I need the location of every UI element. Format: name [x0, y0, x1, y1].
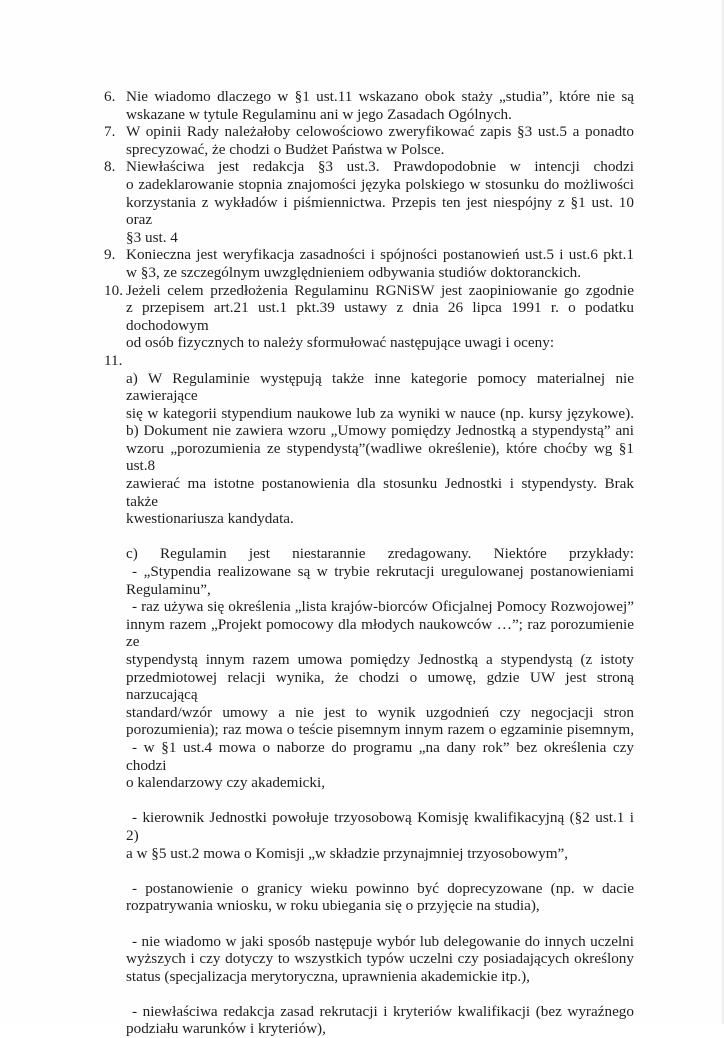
document-body [104, 88, 634, 1038]
list-item-9 [104, 246, 634, 281]
spacer-line [126, 352, 634, 370]
point-a-line: się w kategorii stypendium naukowe lub za wyniki w nauce (np. kursy językowe). [126, 404, 634, 422]
item-text-line: sprecyzować, że chodzi o Budżet Państwa w Polsce. [126, 140, 445, 158]
paragraph-gap [126, 528, 634, 546]
example-line: standard/wzór umowy a nie jest to wynik uzgodnień czy negocjacji stron [126, 703, 634, 721]
example-line: - kierownik Jednostki powołuje trzyosobową Komisję kwalifikacyjną (§2 ust.1 i 2) [126, 809, 634, 844]
example-line: wyższych i czy dotyczy to wszystkich typów uczelni czy posiadających określony [126, 950, 634, 968]
item-number: 8. [104, 158, 116, 176]
example-line: Regulaminu”, [126, 580, 211, 598]
heading-word: Niektóre [493, 545, 547, 563]
example-line: - w §1 ust.4 mowa o naborze do programu „na dany rok” bez określenia czy chodzi [126, 738, 634, 774]
example-line: rozpatrywania wniosku, w roku ubiegania się o przyjęcie na studia), [126, 897, 540, 915]
example-item [126, 809, 634, 862]
point-a [126, 370, 634, 423]
example-line: status (specjalizacja merytoryczna, uprawnienia akademickie itp.), [126, 967, 530, 985]
example-item [126, 563, 634, 598]
example-line: - raz używa się określenia „lista krajów-biorców Oficjalnej Pomocy Rozwojowej” [132, 598, 634, 616]
paragraph-gap [126, 792, 634, 810]
example-line: porozumienia); raz mowa o teście pisemnym innym razem o egzaminie pisemnym, [126, 721, 634, 739]
item-text-line: Nie wiadomo dlaczego w §1 ust.11 wskazano obok staży „studia”, które nie są [126, 88, 634, 105]
example-item [126, 880, 634, 915]
point-a-line: a) W Regulaminie występują także inne kategorie pomocy materialnej nie zawierające [126, 369, 634, 405]
heading-word: zredagowany. [387, 545, 472, 563]
point-b-line: wzoru „porozumienia ze stypendystą”(wadliwe określenie), które choćby wg §1 ust.8 [126, 439, 634, 475]
example-line: - „Stypendia realizowane są w trybie rekrutacji uregulowanej postanowieniami [132, 563, 634, 581]
example-line: stypendystą innym razem umowa pomiędzy Jednostką a stypendystą (z istoty [126, 651, 634, 668]
example-line: - niewłaściwa redakcja zasad rekrutacji i kryteriów kwalifikacji (bez wyraźnego [132, 1002, 634, 1020]
example-line: innym razem „Projekt pomocowy dla młodych naukowców …”; raz porozumienie ze [126, 615, 634, 651]
heading-word: jest [248, 545, 270, 563]
example-line: o kalendarzowy czy akademicki, [126, 774, 326, 792]
item-text-line: w §3, ze szczególnym uwzględnieniem odbywania studiów doktoranckich. [126, 263, 582, 281]
list-item-6 [104, 88, 634, 123]
heading-word: przykłady: [568, 545, 634, 563]
point-b-line: b) Dokument nie zawiera wzoru „Umowy pomiędzy Jednostką a stypendystą” ani [126, 422, 634, 440]
example-item [126, 739, 634, 792]
example-line: przedmiotowej relacji wynika, że chodzi o umowę, gdzie UW jest stroną narzucającą [126, 668, 634, 704]
item-text-line: Jeżeli celem przedłożenia Regulaminu RGNiSW jest zaopiniowanie go zgodnie [126, 281, 634, 299]
point-c-heading [126, 545, 634, 563]
item-text-line: o zadeklarowanie stopnia znajomości języka polskiego w stosunku do możliwości [126, 175, 634, 193]
paragraph-gap [126, 915, 634, 933]
example-line: - postanowienie o granicy wieku powinno być doprecyzowane (np. w dacie [132, 879, 634, 897]
item-text-line: §3 ust. 4 [126, 228, 178, 246]
list-item-11 [104, 352, 634, 1038]
heading-word: Regulamin [160, 545, 227, 563]
list-item-10 [104, 282, 634, 352]
point-c [126, 545, 634, 1038]
point-b [126, 422, 634, 528]
heading-word: niestarannie [292, 545, 366, 563]
item-text-line: korzystania z wykładów i piśmiennictwa. Przepis ten jest niespójny z §1 ust. 10 oraz [126, 193, 634, 229]
item-number: 7. [104, 123, 116, 141]
item-text-line: Niewłaściwa jest redakcja §3 ust.3. Prawdopodobnie w intencji chodzi [126, 158, 634, 176]
example-item [126, 598, 634, 739]
item-text-line: od osób fizycznych to należy sformułować następujące uwagi i oceny: [126, 334, 555, 352]
item-number: 9. [104, 246, 116, 264]
item-number: 10. [104, 281, 123, 299]
point-b-line: kwestionariusza kandydata. [126, 510, 294, 528]
item-number: 11. [104, 351, 123, 369]
list-item-7 [104, 123, 634, 158]
example-line: podziału warunków i kryteriów), [126, 1020, 326, 1038]
item-text-line: W opinii Rady należałoby celowościowo zweryfikować zapis §3 ust.5 a ponadto [126, 123, 634, 141]
list-item-8 [104, 158, 634, 246]
item-text-line: wskazane w tytule Regulaminu ani w jego Zasadach Ogólnych. [126, 105, 512, 123]
example-line: - nie wiadomo w jaki sposób następuje wybór lub delegowanie do innych uczelni [132, 932, 634, 950]
item-text-line: Konieczna jest weryfikacja zasadności i spójności postanowień ust.5 i ust.6 pkt.1 [126, 246, 634, 264]
example-line: a w §5 ust.2 mowa o Komisji „w składzie przynajmniej trzyosobowym”, [126, 844, 569, 862]
point-b-line: zawierać ma istotne postanowienia dla stosunku Jednostki i stypendysty. Brak także [126, 475, 634, 510]
example-item [126, 1003, 634, 1038]
heading-word: c) [126, 545, 138, 563]
item-number: 6. [104, 88, 116, 105]
paragraph-gap [126, 862, 634, 880]
paragraph-gap [126, 985, 634, 1003]
item-text-line: z przepisem art.21 ust.1 pkt.39 ustawy z dnia 26 lipca 1991 r. o podatku dochodowym [126, 299, 634, 334]
example-item [126, 933, 634, 986]
